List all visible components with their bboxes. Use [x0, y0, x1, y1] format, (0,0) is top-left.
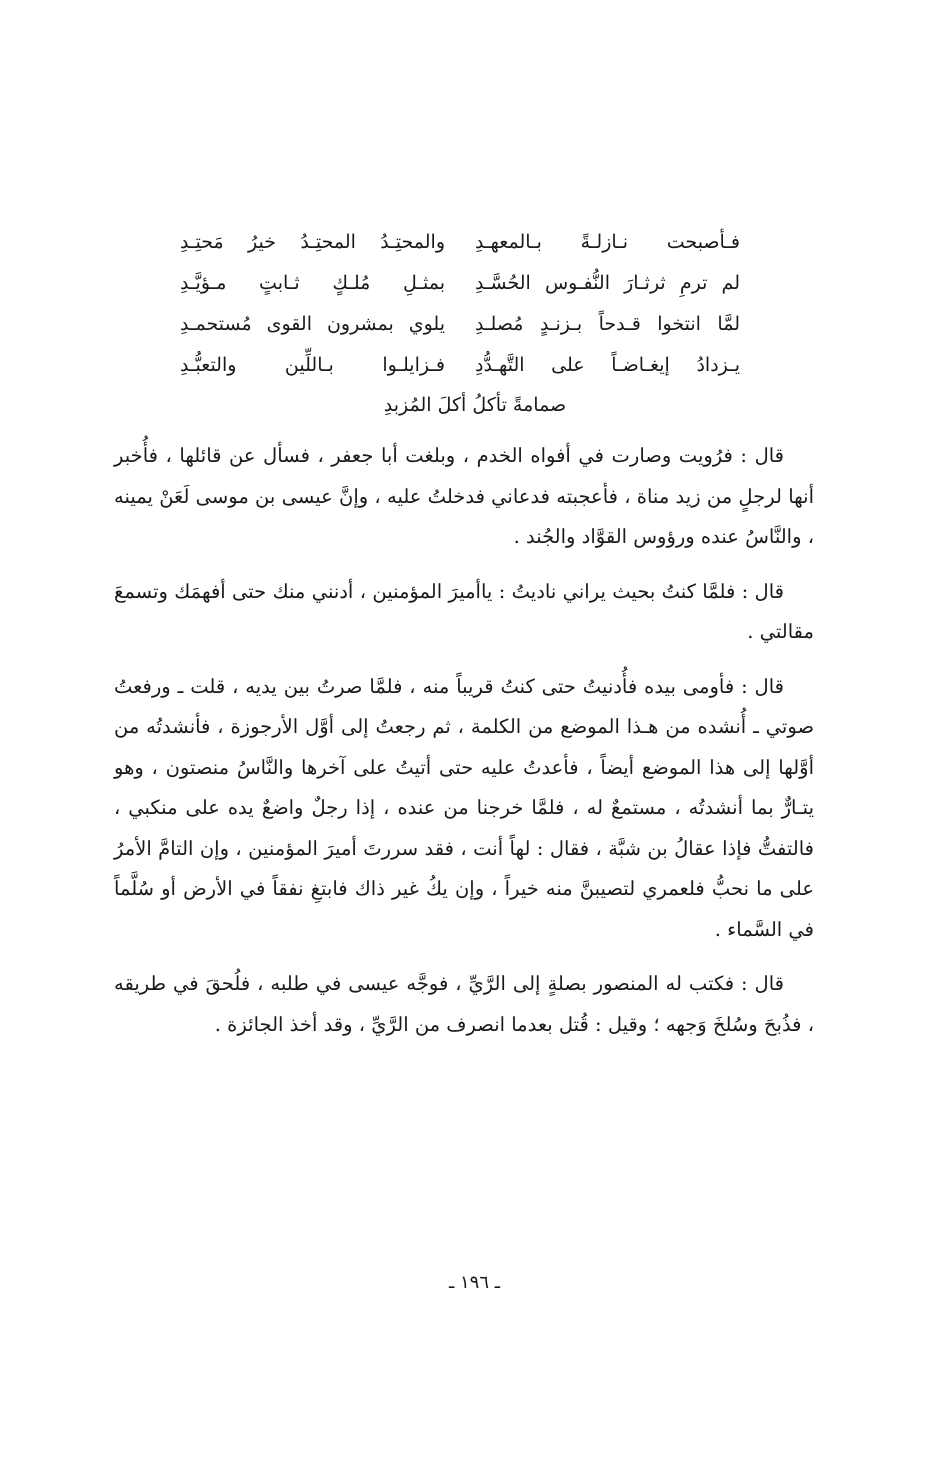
verse-first-hemistich: فـأصبحت نـازلـةً بـالمعهـدِ [475, 231, 740, 254]
verse-line [180, 222, 740, 263]
paragraph: قال : فكتب له المنصور بصلةٍ إلى الرَّيِّ ، فوجَّه عيسى في طلبه ، فلُحقَ في طريقه ، فذُبحَ وسُلخَ وَجهه ؛ وقيل : قُتل بعدما انصرف من الرَّيِّ ، وقد أخذ الجائزة . [114, 972, 814, 1036]
verse-line [180, 345, 740, 386]
verse-first-hemistich: لمَّا انتخوا قـدحاً بـزنـدٍ مُصلـدِ [475, 313, 740, 336]
page-number: ـ ١٩٦ ـ [448, 1272, 500, 1293]
paragraph: قال : فرُويت وصارت في أفواه الخدم ، وبلغت أبا جعفر ، فسأل عن قائلها ، فأُخبر أنها لرجلٍ من زيد مناة ، فأعجبته فدعاني فدخلتُ عليه ، وإنَّ عيسى بن موسى لَعَنْ يمينه ، والنَّاسُ عنده ورؤوس القوَّاد والجُند . [114, 444, 814, 548]
prose-body [114, 436, 814, 1059]
verse-line [180, 304, 740, 345]
final-verse: صمامةً تأكلُ أكلَ المُزبدِ [383, 394, 567, 416]
paragraph: قال : فأومى بيده فأُدنيتُ حتى كنتُ قريباً منه ، فلمَّا صرتُ بين يديه ، قلت ـ ورفعتُ صوتي ـ أُنشده من هـذا الموضع من الكلمة ، ثم رجعتُ إلى أوَّل الأرجوزة ، فأنشدتُه من أوَّلها إلى هذا الموضع أيضاً ، فأعدتُ عليه حتى أتيتُ على آخرها والنَّاسُ منصتون ، وهو يتـارٌّ بما أنشدتُه ، مستمعٌ له ، فلمَّا خرجنا من عنده ، إذا رجلٌ واضعٌ يده على منكبي ، فالتفتُّ فإذا عقالُ بن شبَّة ، فقال : لهاً أنت ، فقد سررتَ أميرَ المؤمنين ، وإن التامَّ الأمرُ على ما نحبُّ فلعمري لتصيبنَّ منه خيراً ، وإن يكُ غير ذاك فابتغِ نفقاً في الأرض أو سُلَّماً في السَّماء . [114, 674, 814, 941]
verse-second-hemistich: بمثـلِ مُلـكٍ ثـابتٍ مـؤيَّـدِ [180, 272, 445, 295]
verse-first-hemistich: لم ترمِ ثرثـارَ النُّفـوس الحُسَّـدِ [475, 272, 740, 295]
verse-second-hemistich: فـزايلـوا بـاللِّين والتعبُّـدِ [180, 354, 445, 377]
verse-first-hemistich: يـزدادُ إيغـاضـاً على التَّهـدُّدِ [475, 354, 740, 377]
verse-second-hemistich: والمحتِـدُ المحتِـدُ خيرُ مَحتِـدِ [180, 231, 445, 254]
poem-verses [180, 222, 740, 424]
paragraph: قال : فلمَّا كنتُ بحيث يراني ناديتُ : ياأميرَ المؤمنين ، أدنني منك حتى أفهمَك وتسمعَ مقالتي . [114, 579, 814, 643]
verse-line [180, 263, 740, 304]
verse-second-hemistich: يلوي بمشرون القوى مُستحمـدِ [180, 313, 445, 336]
